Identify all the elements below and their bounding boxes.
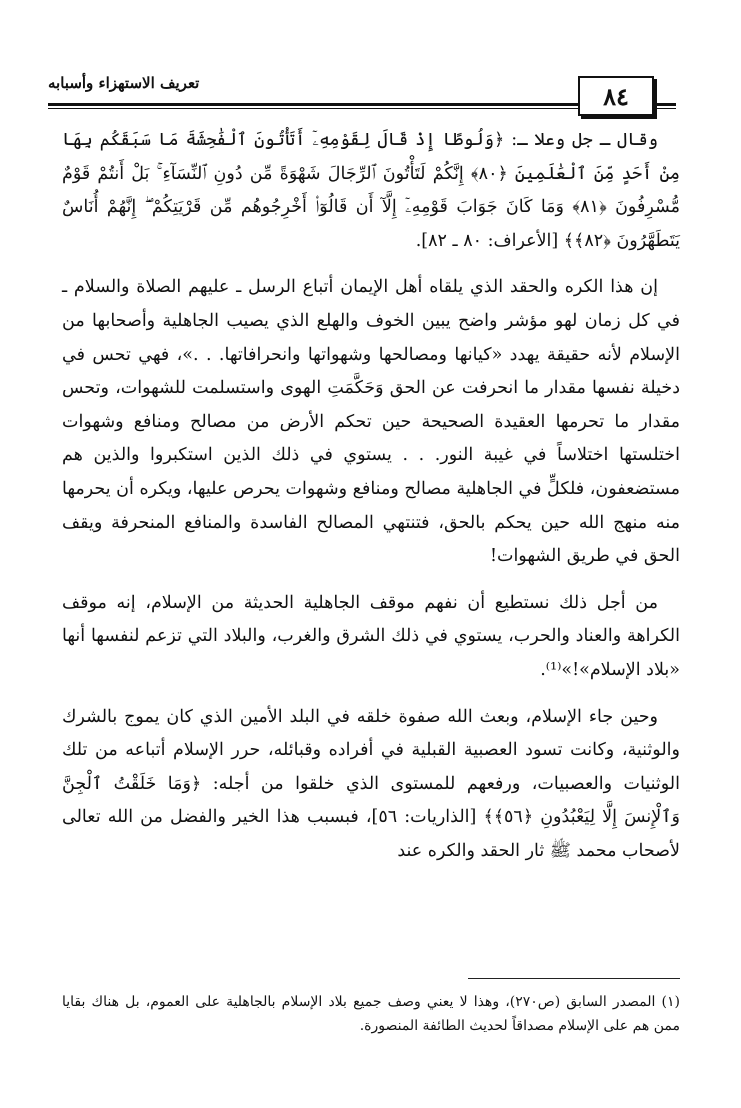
footnotes — [62, 990, 680, 1038]
page-header — [48, 70, 676, 122]
paragraph-quran-araf: وقال ـ جل وعلا ـ: ﴿وَلُوطًا إِذْ قَالَ لِقَوْمِهِۦٓ أَتَأْتُونَ ٱلْفَٰحِشَةَ مَا سَبَقَكُم بِهَا مِنْ أَحَدٍ مِّنَ ٱلْعَٰلَمِينَ ﴿٨٠﴾ إِنَّكُمْ لَتَأْتُونَ ٱلرِّجَالَ شَهْوَةً مِّن دُونِ ٱلنِّسَآءِ ۚ بَلْ أَنتُمْ قَوْمٌ مُّسْرِفُونَ ﴿٨١﴾ وَمَا كَانَ جَوَابَ قَوْمِهِۦٓ إِلَّآ أَن قَالُوٓا۟ أَخْرِجُوهُم مِّن قَرْيَتِكُمْ ۖ إِنَّهُمْ أُنَاسٌ يَتَطَهَّرُونَ ﴿٨٢﴾﴾ [الأعراف: ٨٠ ـ ٨٢]. — [62, 130, 680, 251]
paragraph-hatred: إن هذا الكره والحقد الذي يلقاه أهل الإيمان أتباع الرسل ـ عليهم الصلاة والسلام ـ في كل زمان لهو مؤشر واضح يبين الخوف والهلع الذي يصيب الجاهلية وأصحابها من الإسلام لأنه حقيقة يهدد «كيانها ومصالحها وشهواتها وانحرافاتها. . .»، فهي تحس في دخيلة نفسها مقدار ما انحرفت عن الحق وَحَكَّمَتِ الهوى واستسلمت للشهوات، وتحس مقدار ما تحرمها العقيدة الصحيحة حين تحكم الأرض من مصالح ومنافع وشهوات اختلستها اختلاساً في غيبة النور. . . يستوي في ذلك الذين استكبروا والذين هم مستضعفون، فلكلٍّ في الجاهلية مصالح ومنافع وشهوات يحرص عليها، ويكره أن يحرمها منه منهج الله حين يحكم بالحق، فتنتهي المصالح الفاسدة والمنافع المنحرفة ويقف الحق في طريق الشهوات! — [62, 277, 680, 567]
page-number-box — [578, 76, 654, 116]
footnote-item — [62, 990, 680, 1038]
running-title: تعريف الاستهزاء وأسبابه — [48, 74, 200, 92]
page-number: ٨٤ — [603, 81, 629, 111]
paragraph-islam-came: وحين جاء الإسلام، وبعث الله صفوة خلقه في البلد الأمين الذي كان يموج بالشرك والوثنية، وكانت تسود العصبية القبلية في أفراده وقبائله، حرر الإسلام أتباعه من تلك الوثنيات والعصبيات، ورفعهم للمستوى الذي خلقوا من أجله: ﴿وَمَا خَلَقْتُ ٱلْجِنَّ وَٱلْإِنسَ إِلَّا لِيَعْبُدُونِ ﴿٥٦﴾﴾ [الذاريات: ٥٦]، فبسبب هذا الخير والفضل من الله تعالى لأصحاب محمد ﷺ ثار الحقد والكره عند — [62, 706, 680, 861]
body-text — [62, 124, 680, 881]
footnote-separator — [468, 978, 680, 979]
footnote-text: (١) المصدر السابق (ص٢٧٠)، وهذا لا يعني وصف جميع بلاد الإسلام بالجاهلية على العموم، بل هناك بقايا ممن هم على الإسلام مصداقاً لحديث الطائفة المنصورة. — [62, 994, 681, 1034]
paragraph-modern-jahiliyya: من أجل ذلك نستطيع أن نفهم موقف الجاهلية الحديثة من الإسلام، إنه موقف الكراهة والعناد والحرب، يستوي في ذلك الشرق والغرب، والبلاد التي تزعم لنفسها أنها «بلاد الإسلام»!»⁽¹⁾. — [62, 592, 680, 680]
